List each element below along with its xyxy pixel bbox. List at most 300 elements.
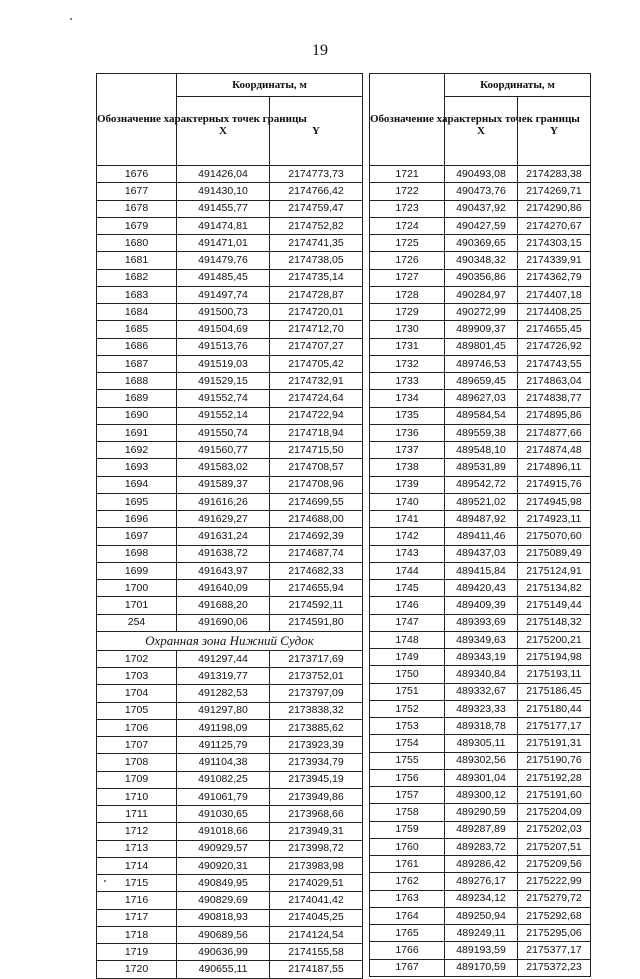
table-row [370, 355, 591, 372]
x-cell: 489234,12 [445, 890, 518, 907]
x-cell: 491018,66 [177, 823, 270, 840]
table-row [370, 838, 591, 855]
table-row [97, 597, 363, 614]
y-cell: 2174707,27 [270, 338, 363, 355]
point-id-cell: 1700 [97, 580, 177, 597]
table-row [370, 235, 591, 252]
y-cell: 2174722,94 [270, 407, 363, 424]
table-row [97, 476, 363, 493]
table-row [370, 631, 591, 648]
point-id-cell: 1693 [97, 459, 177, 476]
y-cell: 2174738,05 [270, 252, 363, 269]
table-row [97, 668, 363, 685]
table-row [97, 200, 363, 217]
table-row [370, 511, 591, 528]
x-cell: 489909,37 [445, 321, 518, 338]
x-cell: 490437,92 [445, 200, 518, 217]
point-id-cell: 1760 [370, 838, 445, 855]
table-row [370, 252, 591, 269]
x-cell: 491513,76 [177, 338, 270, 355]
y-cell: 2173968,66 [270, 806, 363, 823]
x-cell: 491552,74 [177, 390, 270, 407]
table-row [370, 649, 591, 666]
table-row [97, 304, 363, 321]
y-cell: 2174759,47 [270, 200, 363, 217]
table-row [97, 806, 363, 823]
page-number: 19 [312, 42, 328, 59]
x-cell: 489305,11 [445, 735, 518, 752]
x-cell: 490689,56 [177, 926, 270, 943]
y-cell: 2174655,94 [270, 580, 363, 597]
y-cell: 2175192,28 [518, 769, 591, 786]
y-cell: 2173923,39 [270, 737, 363, 754]
table-row [370, 373, 591, 390]
table-row [97, 286, 363, 303]
x-cell: 489487,92 [445, 511, 518, 528]
x-cell: 490636,99 [177, 944, 270, 961]
coordinates-header: Координаты, м [445, 74, 591, 97]
y-cell: 2175209,56 [518, 856, 591, 873]
table-body-left [97, 166, 363, 979]
coordinates-table-right [369, 73, 591, 977]
y-cell: 2174407,18 [518, 286, 591, 303]
point-id-cell: 1731 [370, 338, 445, 355]
point-id-cell: 1678 [97, 200, 177, 217]
y-cell: 2174705,42 [270, 355, 363, 372]
table-row [97, 493, 363, 510]
y-cell: 2174269,71 [518, 183, 591, 200]
point-id-cell: 1753 [370, 718, 445, 735]
y-cell: 2173998,72 [270, 840, 363, 857]
y-cell: 2173752,01 [270, 668, 363, 685]
point-id-cell: 1701 [97, 597, 177, 614]
point-id-cell: 1702 [97, 650, 177, 667]
point-id-cell: 1684 [97, 304, 177, 321]
table-row [97, 840, 363, 857]
table-row [97, 892, 363, 909]
point-id-cell: 1764 [370, 907, 445, 924]
table-row [97, 355, 363, 372]
table-row [370, 666, 591, 683]
point-id-cell: 1748 [370, 631, 445, 648]
y-cell: 2174838,77 [518, 390, 591, 407]
x-cell: 491282,53 [177, 685, 270, 702]
table-row [97, 823, 363, 840]
table-row [370, 735, 591, 752]
point-id-cell: 1732 [370, 355, 445, 372]
table-row [370, 804, 591, 821]
x-cell: 489393,69 [445, 614, 518, 631]
table-row [370, 562, 591, 579]
table-row [370, 442, 591, 459]
x-cell: 489332,67 [445, 683, 518, 700]
designation-header: Обозначение характерных точек границы [97, 74, 177, 166]
y-cell: 2174041,42 [270, 892, 363, 909]
x-cell: 491030,65 [177, 806, 270, 823]
point-id-cell: 1708 [97, 754, 177, 771]
table-row [370, 700, 591, 717]
table-row [370, 907, 591, 924]
table-row [97, 909, 363, 926]
table-row [370, 614, 591, 631]
x-cell: 489746,53 [445, 355, 518, 372]
point-id-cell: 1692 [97, 442, 177, 459]
table-row [97, 545, 363, 562]
x-cell: 491583,02 [177, 459, 270, 476]
x-cell: 491616,26 [177, 493, 270, 510]
point-id-cell: 1737 [370, 442, 445, 459]
table-row [370, 424, 591, 441]
y-cell: 2175191,31 [518, 735, 591, 752]
point-id-cell: 1696 [97, 511, 177, 528]
point-id-cell: 1721 [370, 166, 445, 183]
y-cell: 2175193,11 [518, 666, 591, 683]
x-cell: 491479,76 [177, 252, 270, 269]
y-cell: 2174362,79 [518, 269, 591, 286]
point-id-cell: 1681 [97, 252, 177, 269]
point-id-cell: 1767 [370, 959, 445, 976]
point-id-cell: 1718 [97, 926, 177, 943]
y-cell: 2173717,69 [270, 650, 363, 667]
x-cell: 491297,80 [177, 702, 270, 719]
point-id-cell: 1765 [370, 925, 445, 942]
x-cell: 491643,97 [177, 562, 270, 579]
y-cell: 2174187,55 [270, 961, 363, 978]
y-cell: 2174732,91 [270, 373, 363, 390]
x-cell: 491589,37 [177, 476, 270, 493]
x-cell: 489283,72 [445, 838, 518, 855]
y-cell: 2174877,66 [518, 424, 591, 441]
y-cell: 2174923,11 [518, 511, 591, 528]
point-id-cell: 1741 [370, 511, 445, 528]
y-cell: 2173949,31 [270, 823, 363, 840]
table-row [97, 562, 363, 579]
table-row [370, 338, 591, 355]
point-id-cell: 1711 [97, 806, 177, 823]
table-row [370, 580, 591, 597]
y-cell: 2174718,94 [270, 424, 363, 441]
y-cell: 2174687,74 [270, 545, 363, 562]
point-id-cell: 1723 [370, 200, 445, 217]
y-cell: 2174915,76 [518, 476, 591, 493]
x-cell: 491104,38 [177, 754, 270, 771]
table-row [370, 269, 591, 286]
x-cell: 489531,89 [445, 459, 518, 476]
y-cell: 2175377,17 [518, 942, 591, 959]
point-id-cell: 1719 [97, 944, 177, 961]
point-id-cell: 1752 [370, 700, 445, 717]
point-id-cell: 1682 [97, 269, 177, 286]
table-row [370, 528, 591, 545]
y-cell: 2174945,98 [518, 493, 591, 510]
y-cell: 2175295,06 [518, 925, 591, 942]
point-id-cell: 1744 [370, 562, 445, 579]
coordinates-header: Координаты, м [177, 74, 363, 97]
table-row [370, 321, 591, 338]
y-cell: 2175207,51 [518, 838, 591, 855]
x-cell: 490849,95 [177, 875, 270, 892]
y-header: Y [518, 97, 591, 166]
point-id-cell: 1714 [97, 857, 177, 874]
section-row [97, 631, 363, 650]
y-cell: 2175180,44 [518, 700, 591, 717]
table-row [370, 890, 591, 907]
x-cell: 489343,19 [445, 649, 518, 666]
point-id-cell: 1712 [97, 823, 177, 840]
point-id-cell: 1754 [370, 735, 445, 752]
x-cell: 490920,31 [177, 857, 270, 874]
x-cell: 490272,99 [445, 304, 518, 321]
y-cell: 2175186,45 [518, 683, 591, 700]
point-id-cell: 1706 [97, 719, 177, 736]
x-cell: 491560,77 [177, 442, 270, 459]
y-cell: 2174773,73 [270, 166, 363, 183]
y-cell: 2174895,86 [518, 407, 591, 424]
point-id-cell: 1680 [97, 235, 177, 252]
point-id-cell: 1757 [370, 787, 445, 804]
x-cell: 491688,20 [177, 597, 270, 614]
x-cell: 489170,59 [445, 959, 518, 976]
y-cell: 2175089,49 [518, 545, 591, 562]
y-cell: 2173949,86 [270, 788, 363, 805]
table-row [97, 459, 363, 476]
point-id-cell: 1686 [97, 338, 177, 355]
y-cell: 2175177,17 [518, 718, 591, 735]
point-id-cell: 1729 [370, 304, 445, 321]
x-cell: 489302,56 [445, 752, 518, 769]
x-cell: 491198,09 [177, 719, 270, 736]
table-row [97, 321, 363, 338]
point-id-cell: 1749 [370, 649, 445, 666]
table-row [370, 217, 591, 234]
y-cell: 2174290,86 [518, 200, 591, 217]
y-cell: 2174692,39 [270, 528, 363, 545]
y-cell: 2174874,48 [518, 442, 591, 459]
x-cell: 489584,54 [445, 407, 518, 424]
y-cell: 2174688,00 [270, 511, 363, 528]
x-cell: 490284,97 [445, 286, 518, 303]
x-cell: 491471,01 [177, 235, 270, 252]
x-cell: 489659,45 [445, 373, 518, 390]
point-id-cell: 1746 [370, 597, 445, 614]
x-cell: 489415,84 [445, 562, 518, 579]
x-cell: 489276,17 [445, 873, 518, 890]
point-id-cell: 1756 [370, 769, 445, 786]
y-cell: 2174029,51 [270, 875, 363, 892]
x-cell: 490427,59 [445, 217, 518, 234]
table-row [370, 545, 591, 562]
y-cell: 2174741,35 [270, 235, 363, 252]
x-cell: 490929,57 [177, 840, 270, 857]
y-cell: 2174726,92 [518, 338, 591, 355]
table-row [97, 737, 363, 754]
x-cell: 489301,04 [445, 769, 518, 786]
point-id-cell: 1725 [370, 235, 445, 252]
x-cell: 491519,03 [177, 355, 270, 372]
table-row [97, 926, 363, 943]
table-row [370, 787, 591, 804]
point-id-cell: 1699 [97, 562, 177, 579]
table-row [97, 580, 363, 597]
coordinates-table-left [96, 73, 363, 979]
y-cell: 2174303,15 [518, 235, 591, 252]
x-cell: 490356,86 [445, 269, 518, 286]
table-row [370, 200, 591, 217]
x-cell: 491061,79 [177, 788, 270, 805]
x-cell: 490829,69 [177, 892, 270, 909]
x-header: X [177, 97, 270, 166]
table-row [97, 252, 363, 269]
table-row [97, 338, 363, 355]
y-header: Y [270, 97, 363, 166]
table-row [97, 875, 363, 892]
point-id-cell: 1687 [97, 355, 177, 372]
x-cell: 489318,78 [445, 718, 518, 735]
x-cell: 491455,77 [177, 200, 270, 217]
x-cell: 491426,04 [177, 166, 270, 183]
table-row [370, 769, 591, 786]
section-title: Охранная зона Нижний Судок [97, 631, 363, 650]
point-id-cell: 1736 [370, 424, 445, 441]
point-id-cell: 1697 [97, 528, 177, 545]
x-cell: 491082,25 [177, 771, 270, 788]
table-row [370, 856, 591, 873]
point-id-cell: 1747 [370, 614, 445, 631]
point-id-cell: 1762 [370, 873, 445, 890]
table-row [97, 771, 363, 788]
y-cell: 2175200,21 [518, 631, 591, 648]
point-id-cell: 1695 [97, 493, 177, 510]
x-cell: 489290,59 [445, 804, 518, 821]
table-row [97, 390, 363, 407]
x-cell: 490369,65 [445, 235, 518, 252]
table-row [370, 925, 591, 942]
point-id-cell: 1691 [97, 424, 177, 441]
y-cell: 2174863,04 [518, 373, 591, 390]
table-row [370, 304, 591, 321]
y-cell: 2174045,25 [270, 909, 363, 926]
designation-header: Обозначение характерных точек границы [370, 74, 445, 166]
point-id-cell: 1710 [97, 788, 177, 805]
point-id-cell: 1685 [97, 321, 177, 338]
y-cell: 2174728,87 [270, 286, 363, 303]
y-cell: 2174155,58 [270, 944, 363, 961]
y-cell: 2173797,09 [270, 685, 363, 702]
point-id-cell: 1689 [97, 390, 177, 407]
table-row [97, 424, 363, 441]
point-id-cell: 1720 [97, 961, 177, 978]
table-row [97, 407, 363, 424]
y-cell: 2174724,64 [270, 390, 363, 407]
point-id-cell: 1724 [370, 217, 445, 234]
table-row [97, 685, 363, 702]
x-cell: 490655,11 [177, 961, 270, 978]
x-header: X [445, 97, 518, 166]
scan-speck [70, 18, 72, 20]
y-cell: 2175279,72 [518, 890, 591, 907]
x-cell: 491319,77 [177, 668, 270, 685]
x-cell: 491497,74 [177, 286, 270, 303]
x-cell: 491631,24 [177, 528, 270, 545]
y-cell: 2175194,98 [518, 649, 591, 666]
y-cell: 2174124,54 [270, 926, 363, 943]
table-row [370, 286, 591, 303]
table-row [97, 235, 363, 252]
point-id-cell: 1730 [370, 321, 445, 338]
point-id-cell: 1688 [97, 373, 177, 390]
table-row [97, 788, 363, 805]
x-cell: 491552,14 [177, 407, 270, 424]
table-row [97, 442, 363, 459]
table-row [370, 873, 591, 890]
point-id-cell: 1705 [97, 702, 177, 719]
table-row [97, 217, 363, 234]
point-id-cell: 1704 [97, 685, 177, 702]
point-id-cell: 1766 [370, 942, 445, 959]
point-id-cell: 1755 [370, 752, 445, 769]
y-cell: 2174270,67 [518, 217, 591, 234]
table-row [370, 942, 591, 959]
x-cell: 489411,46 [445, 528, 518, 545]
point-id-cell: 1694 [97, 476, 177, 493]
point-id-cell: 1726 [370, 252, 445, 269]
point-id-cell: 1728 [370, 286, 445, 303]
y-cell: 2174699,55 [270, 493, 363, 510]
point-id-cell: 1758 [370, 804, 445, 821]
x-cell: 490348,32 [445, 252, 518, 269]
y-cell: 2174408,25 [518, 304, 591, 321]
table-row [370, 493, 591, 510]
table-row [370, 166, 591, 183]
point-id-cell: 1690 [97, 407, 177, 424]
y-cell: 2175190,76 [518, 752, 591, 769]
point-id-cell: 1763 [370, 890, 445, 907]
x-cell: 490493,08 [445, 166, 518, 183]
point-id-cell: 1733 [370, 373, 445, 390]
point-id-cell: 1703 [97, 668, 177, 685]
y-cell: 2173934,79 [270, 754, 363, 771]
y-cell: 2175292,68 [518, 907, 591, 924]
table-row [97, 650, 363, 667]
point-id-cell: 1742 [370, 528, 445, 545]
point-id-cell: 1734 [370, 390, 445, 407]
y-cell: 2174592,11 [270, 597, 363, 614]
table-row [97, 857, 363, 874]
point-id-cell: 1676 [97, 166, 177, 183]
table-row [370, 183, 591, 200]
y-cell: 2174339,91 [518, 252, 591, 269]
x-cell: 489409,39 [445, 597, 518, 614]
x-cell: 490473,76 [445, 183, 518, 200]
point-id-cell: 1677 [97, 183, 177, 200]
y-cell: 2174715,50 [270, 442, 363, 459]
table-row [97, 511, 363, 528]
y-cell: 2174591,80 [270, 614, 363, 631]
table-row [97, 961, 363, 978]
table-row [370, 407, 591, 424]
x-cell: 491690,06 [177, 614, 270, 631]
x-cell: 489420,43 [445, 580, 518, 597]
point-id-cell: 1761 [370, 856, 445, 873]
point-id-cell: 1735 [370, 407, 445, 424]
point-id-cell: 1717 [97, 909, 177, 926]
point-id-cell: 254 [97, 614, 177, 631]
y-cell: 2175191,60 [518, 787, 591, 804]
x-cell: 489286,42 [445, 856, 518, 873]
point-id-cell: 1739 [370, 476, 445, 493]
point-id-cell: 1743 [370, 545, 445, 562]
x-cell: 491485,45 [177, 269, 270, 286]
